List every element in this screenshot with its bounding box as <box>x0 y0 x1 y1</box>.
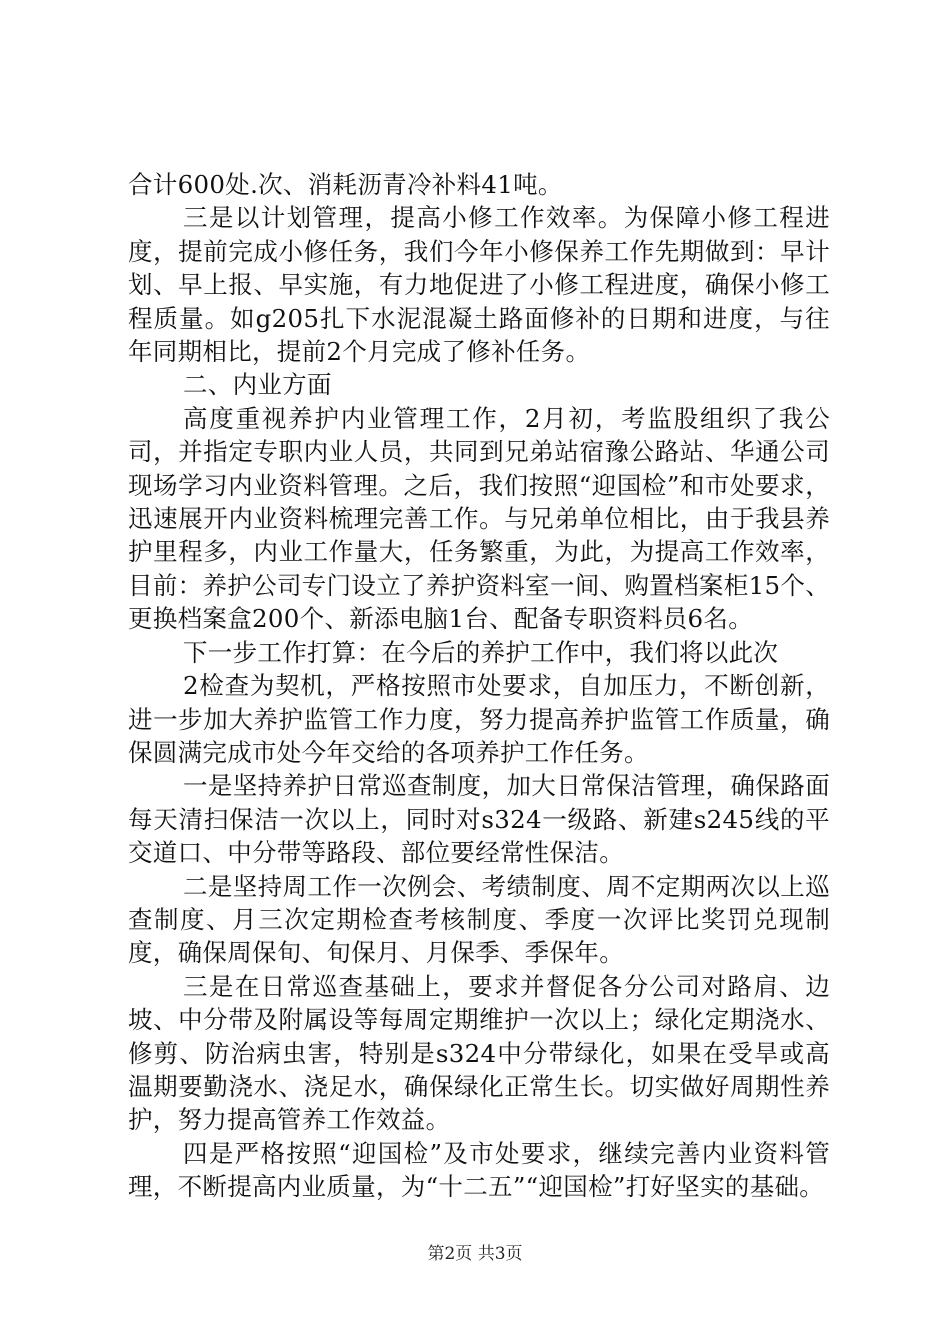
paragraph: 合计600处.次、消耗沥青冷补料41吨。 <box>128 170 563 199</box>
document-body <box>128 168 830 1204</box>
paragraph: 三是在日常巡查基础上，要求并督促各分公司对路肩、边坡、中分带及附属设等每周定期维护一次以上；绿化定期浇水、修剪、防治病虫害，特别是s324中分带绿化，如果在受旱或高温期要勤浇水、浇足水，确保绿化正常生长。切实做好周期性养护，努力提高管养工作效益。 <box>128 971 830 1135</box>
paragraph: 2检查为契机，严格按照市处要求，自加压力，不断创新，进一步加大养护监管工作力度，努力提高养护监管工作质量，确保圆满完成市处今年交给的各项养护工作任务。 <box>128 671 830 767</box>
section-heading: 二、内业方面 <box>183 370 332 400</box>
paragraph: 下一步工作打算：在今后的养护工作中，我们将以此次 <box>183 637 779 667</box>
paragraph: 三是以计划管理，提高小修工作效率。为保障小修工程进度，提前完成小修任务，我们今年小修保养工作先期做到：早计划、早上报、早实施，有力地促进了小修工程进度，确保小修工程质量。如g205扎下水泥混凝土路面修补的日期和进度，与往年同期相比，提前2个月完成了修补任务。 <box>128 203 830 367</box>
page-footer: 第2页 共3页 <box>427 1244 523 1264</box>
paragraph: 高度重视养护内业管理工作，2月初，考监股组织了我公司，并指定专职内业人员，共同到兄弟站宿豫公路站、华通公司现场学习内业资料管理。之后，我们按照“迎国检”和市处要求，迅速展开内业资料梳理完善工作。与兄弟单位相比，由于我县养护里程多，内业工作量大，任务繁重，为此，为提高工作效率，目前：养护公司专门设立了养护资料室一间、购置档案柜15个、更换档案盒200个、新添电脑1台、配备专职资料员6名。 <box>128 403 830 634</box>
paragraph: 一是坚持养护日常巡查制度，加大日常保洁管理，确保路面每天清扫保洁一次以上，同时对s324一级路、新建s245线的平交道口、中分带等路段、部位要经常性保洁。 <box>128 771 830 868</box>
paragraph: 四是严格按照“迎国检”及市处要求，继续完善内业资料管理，不断提高内业质量，为“十二五”“迎国检”打好坚实的基础。 <box>128 1138 830 1202</box>
paragraph: 二是坚持周工作一次例会、考绩制度、周不定期两次以上巡查制度、月三次定期检查考核制度、季度一次评比奖罚兑现制度，确保周保旬、旬保月、月保季、季保年。 <box>128 871 830 968</box>
